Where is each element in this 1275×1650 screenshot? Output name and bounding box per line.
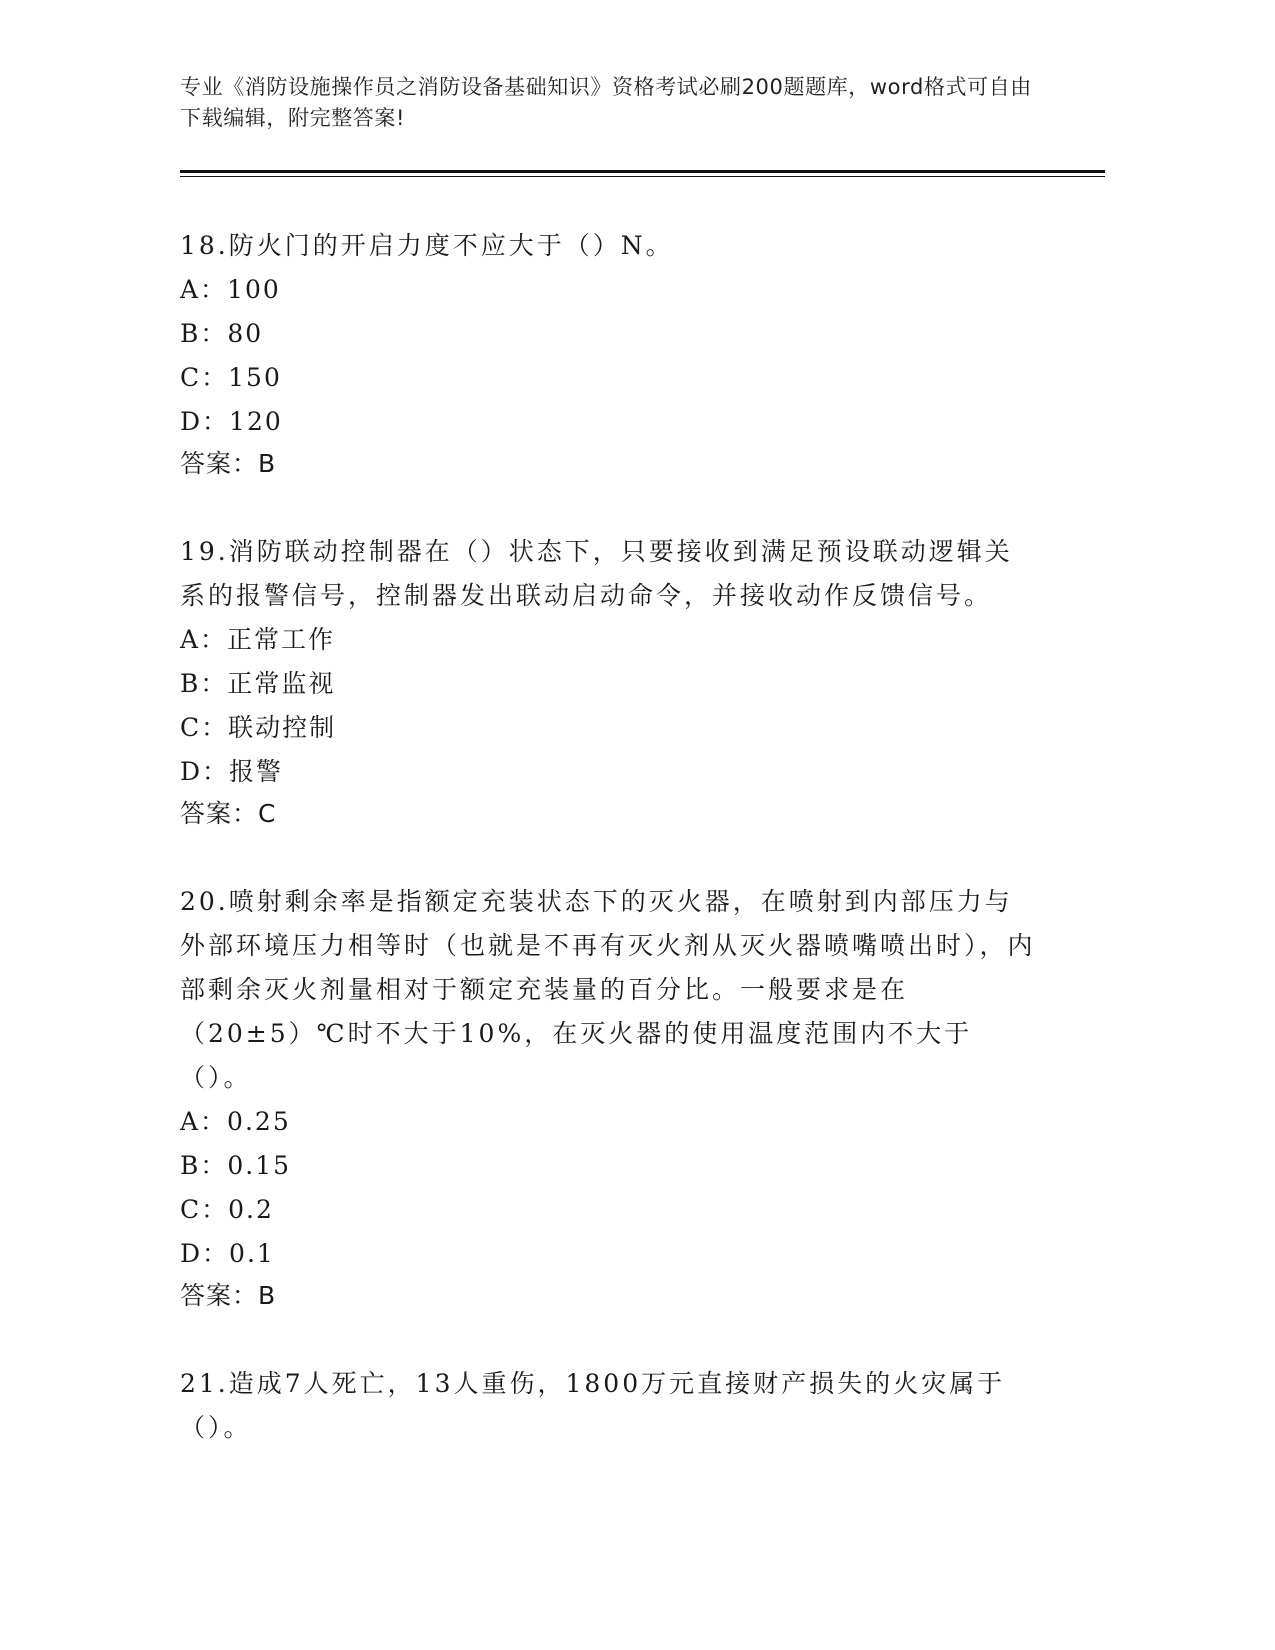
option-b: B：正常监视 — [180, 669, 336, 698]
option-d: D：报警 — [180, 757, 284, 786]
option-a: A：正常工作 — [180, 625, 336, 654]
option-b: B：80 — [180, 319, 264, 348]
option-a: A：0.25 — [180, 1107, 291, 1136]
question-stem: 20.喷射剩余率是指额定充装状态下的灭火器，在喷射到内部压力与外部环境压力相等时（也就是不再有灭火剂从灭火器喷嘴喷出时），内部剩余灭火剂量相对于额定充装量的百分比。一般要求是在（20±5）℃时不大于10%，在灭火器的使用温度范围内不大于（）。 — [180, 887, 1036, 1092]
question-stem: 18.防火门的开启力度不应大于（）N。 — [180, 231, 674, 260]
question-19 — [180, 530, 1040, 834]
question-18 — [180, 224, 1040, 484]
option-d: D：0.1 — [180, 1239, 275, 1268]
question-stem: 19.消防联动控制器在（）状态下，只要接收到满足预设联动逻辑关系的报警信号，控制器发出联动启动命令，并接收动作反馈信号。 — [180, 537, 1013, 610]
header-divider-thin — [180, 176, 1105, 177]
option-c: C：150 — [180, 363, 282, 392]
question-list — [180, 224, 1040, 1496]
option-b: B：0.15 — [180, 1151, 292, 1180]
option-d: D：120 — [180, 407, 283, 436]
question-21 — [180, 1362, 1040, 1450]
header-divider-thick — [180, 170, 1105, 173]
answer-line: 答案：B — [180, 1281, 277, 1310]
document-header: 专业《消防设施操作员之消防设备基础知识》资格考试必刷200题题库，word格式可自由下载编辑，附完整答案! — [180, 75, 1032, 130]
option-c: C：0.2 — [180, 1195, 274, 1224]
question-20 — [180, 880, 1040, 1316]
option-c: C：联动控制 — [180, 713, 337, 742]
question-stem: 21.造成7人死亡，13人重伤，1800万元直接财产损失的火灾属于（）。 — [180, 1369, 1006, 1442]
option-a: A：100 — [180, 275, 281, 304]
answer-line: 答案：C — [180, 799, 277, 828]
answer-line: 答案：B — [180, 449, 277, 478]
